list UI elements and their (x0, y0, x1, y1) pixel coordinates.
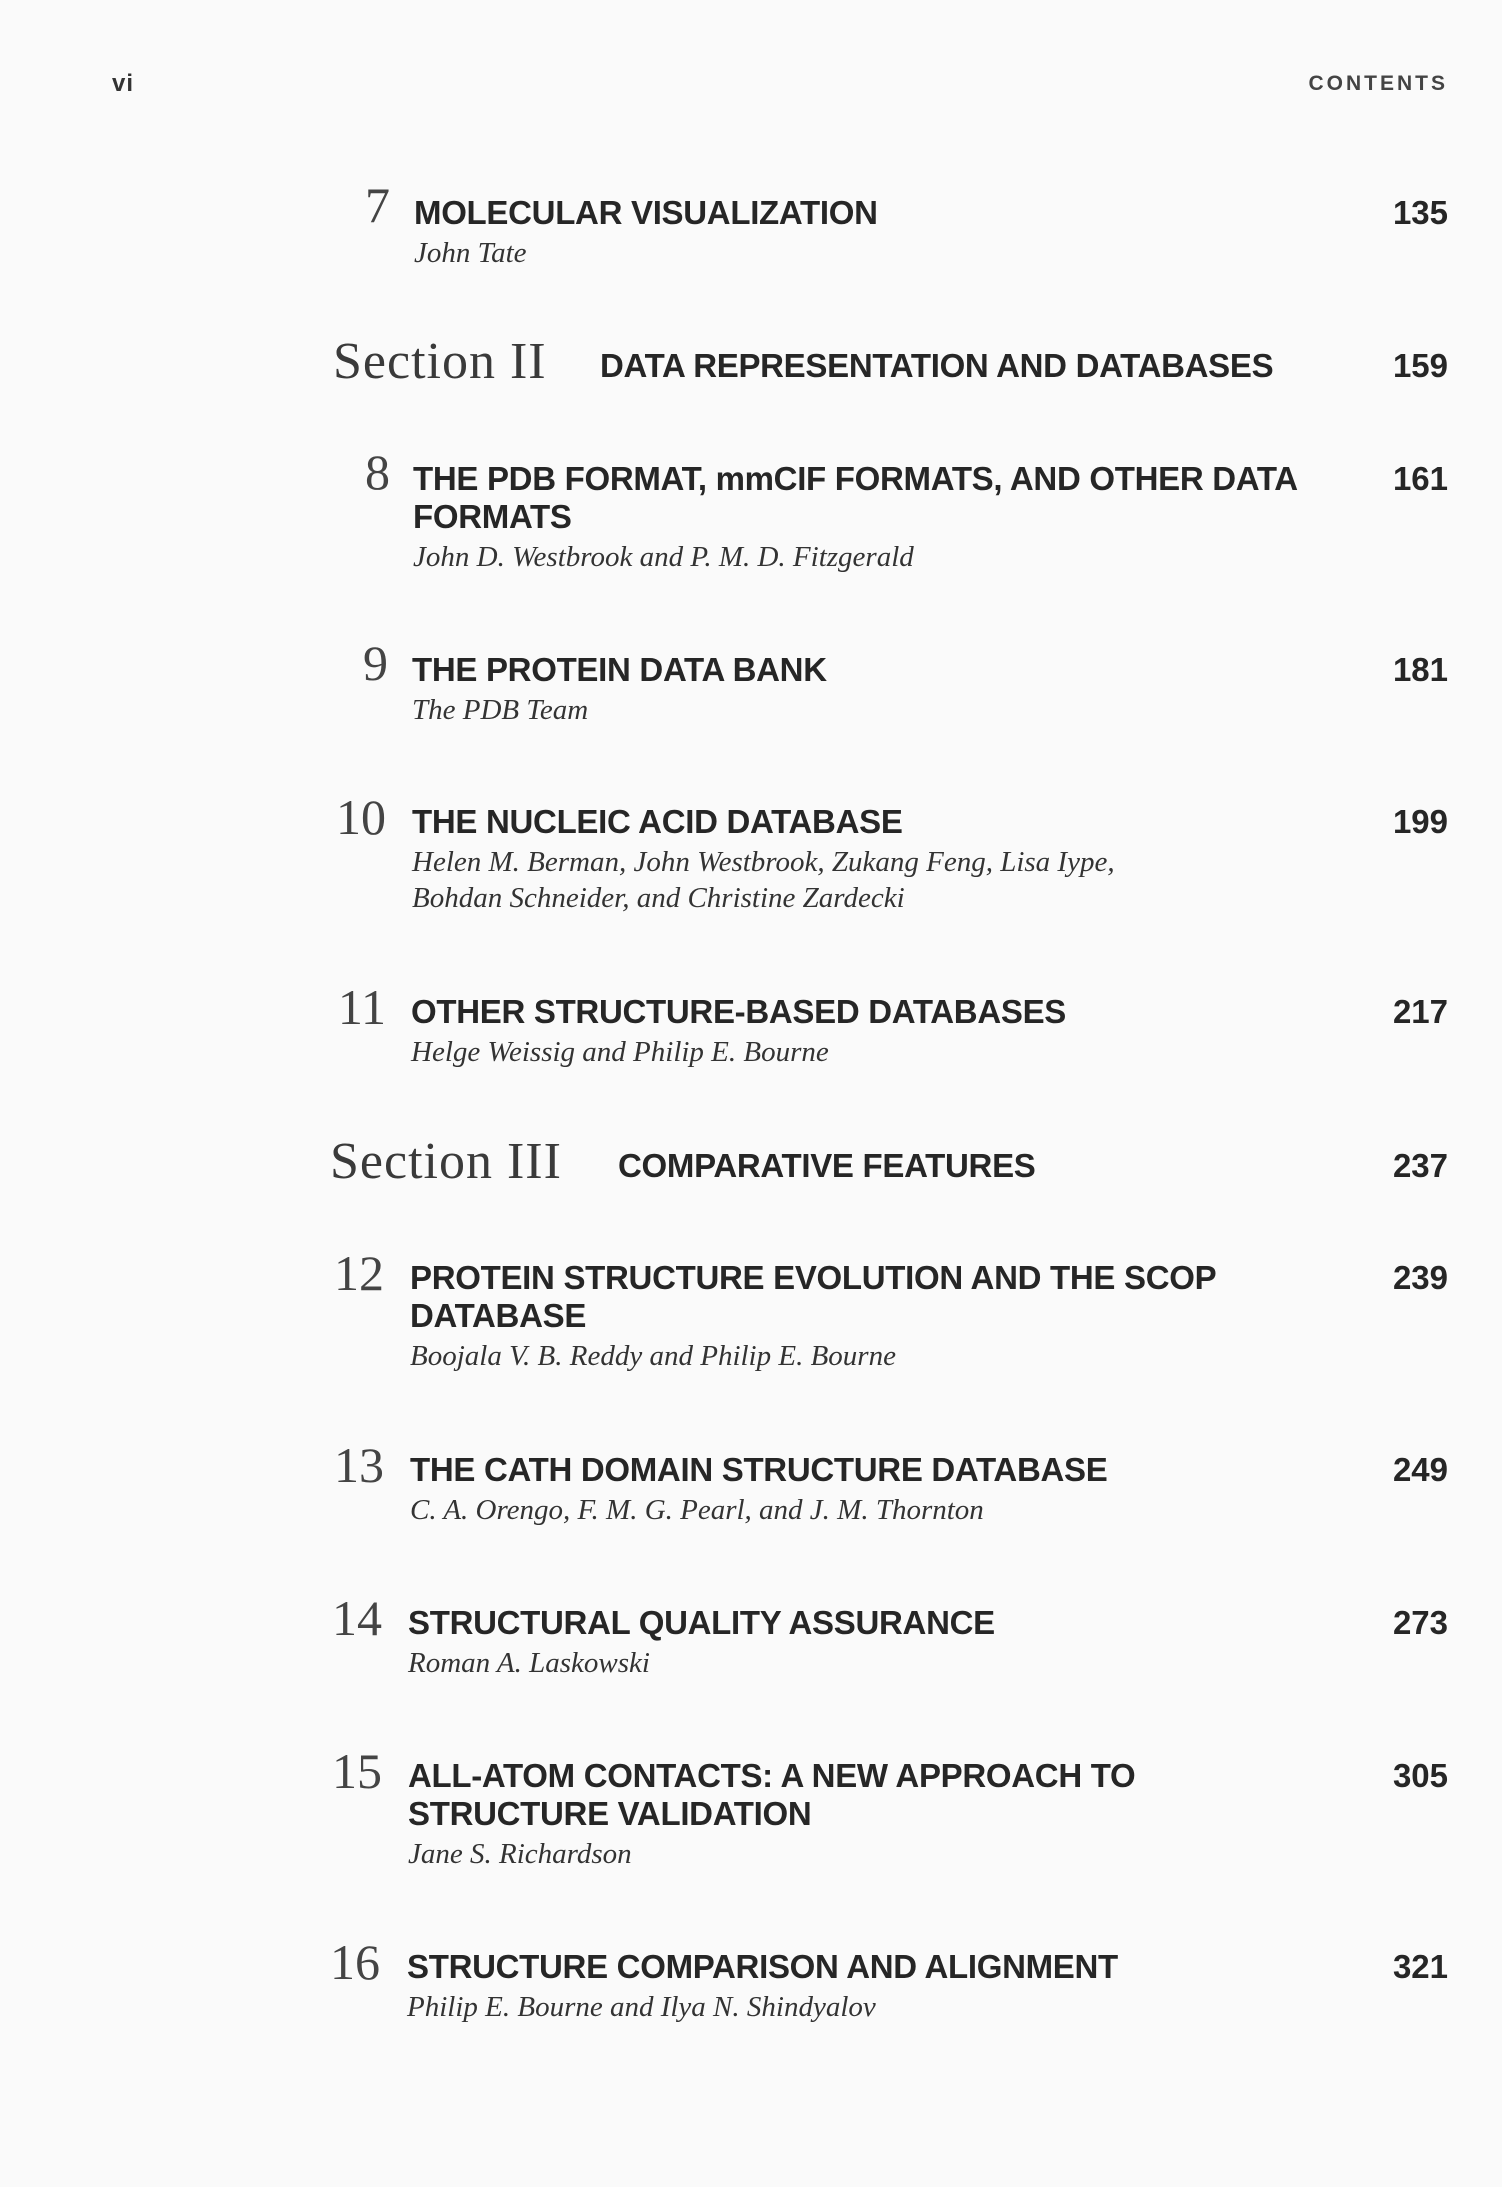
chapter-title-line-1: THE PDB FORMAT, mmCIF FORMATS, AND OTHER DATA (413, 460, 1298, 497)
section-page-number: 237 (1392, 1147, 1448, 1184)
chapter-title-line-1: ALL-ATOM CONTACTS: A NEW APPROACH TO (408, 1757, 1136, 1794)
chapter-authors: Helge Weissig and Philip E. Bourne (411, 1036, 829, 1068)
chapter-authors: Roman A. Laskowski (408, 1647, 650, 1679)
page-folio: vi (112, 70, 135, 97)
section-title: DATA REPRESENTATION AND DATABASES (600, 347, 1274, 384)
chapter-number: 15 (332, 1743, 382, 1799)
section-title: COMPARATIVE FEATURES (618, 1147, 1036, 1184)
running-head: CONTENTS (1308, 72, 1448, 95)
chapter-authors: C. A. Orengo, F. M. G. Pearl, and J. M. Thornton (410, 1494, 984, 1526)
chapter-page-number: 321 (1392, 1948, 1448, 1985)
chapter-authors-line-2: Bohdan Schneider, and Christine Zardecki (412, 882, 905, 914)
chapter-title: STRUCTURAL QUALITY ASSURANCE (408, 1604, 995, 1641)
chapter-authors: Philip E. Bourne and Ilya N. Shindyalov (407, 1991, 876, 2023)
chapter-page-number: 181 (1392, 651, 1448, 688)
chapter-page-number: 305 (1392, 1757, 1448, 1794)
chapter-number: 13 (334, 1437, 384, 1493)
chapter-page-number: 161 (1392, 460, 1448, 497)
chapter-number: 14 (332, 1590, 382, 1646)
chapter-title: STRUCTURE COMPARISON AND ALIGNMENT (407, 1948, 1118, 1985)
chapter-authors: John Tate (414, 237, 527, 269)
chapter-page-number: 273 (1392, 1604, 1448, 1641)
chapter-title: OTHER STRUCTURE-BASED DATABASES (411, 993, 1066, 1030)
section-page-number: 159 (1392, 347, 1448, 384)
chapter-title: THE CATH DOMAIN STRUCTURE DATABASE (410, 1451, 1108, 1488)
chapter-page-number: 249 (1392, 1451, 1448, 1488)
chapter-title-line-2: DATABASE (410, 1297, 587, 1334)
chapter-authors-line-1: Helen M. Berman, John Westbrook, Zukang Feng, Lisa Iype, (412, 846, 1115, 878)
chapter-authors: John D. Westbrook and P. M. D. Fitzgerald (413, 541, 914, 573)
chapter-authors: Boojala V. B. Reddy and Philip E. Bourne (410, 1340, 896, 1372)
chapter-page-number: 135 (1392, 194, 1448, 231)
chapter-title-line-2: STRUCTURE VALIDATION (408, 1795, 812, 1832)
chapter-title: MOLECULAR VISUALIZATION (414, 194, 878, 231)
chapter-number: 10 (336, 789, 386, 845)
chapter-number: 11 (337, 979, 386, 1035)
chapter-authors: The PDB Team (412, 694, 589, 726)
chapter-number: 12 (334, 1245, 384, 1301)
section-label: Section II (333, 333, 547, 390)
chapter-page-number: 199 (1392, 803, 1448, 840)
section-label: Section III (330, 1133, 562, 1190)
chapter-page-number: 217 (1392, 993, 1448, 1030)
chapter-title-line-2: FORMATS (413, 498, 572, 535)
chapter-page-number: 239 (1392, 1259, 1448, 1296)
chapter-number: 16 (330, 1934, 380, 1990)
chapter-title: THE NUCLEIC ACID DATABASE (412, 803, 903, 840)
chapter-title-line-1: PROTEIN STRUCTURE EVOLUTION AND THE SCOP (410, 1259, 1217, 1296)
chapter-title: THE PROTEIN DATA BANK (412, 651, 827, 688)
chapter-number: 9 (363, 635, 388, 691)
chapter-number: 7 (365, 177, 390, 233)
chapter-number: 8 (365, 444, 390, 500)
chapter-authors: Jane S. Richardson (408, 1838, 632, 1870)
